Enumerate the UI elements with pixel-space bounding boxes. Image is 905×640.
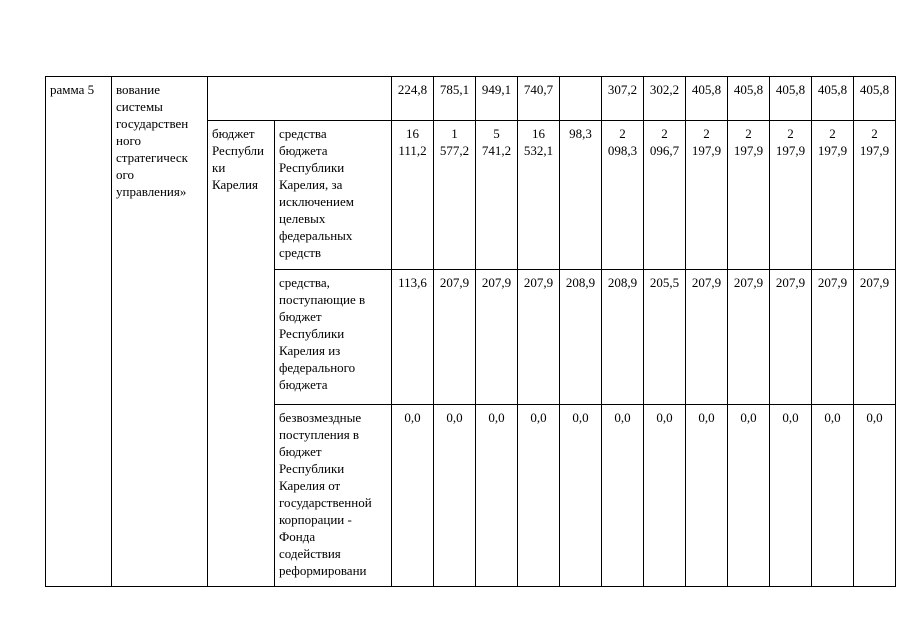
value-cell: 207,9 <box>854 270 896 405</box>
value-cell: 0,0 <box>518 405 560 587</box>
budget-table <box>45 76 896 587</box>
value-cell: 405,8 <box>728 77 770 121</box>
row-label-cell: средства бюджета Республики Карелия, за исключением целевых федеральных средств <box>275 121 392 270</box>
value-cell: 207,9 <box>770 270 812 405</box>
value-cell: 0,0 <box>812 405 854 587</box>
program-title-cell: вование системы государствен ного стратегическ ого управления» <box>112 77 208 587</box>
value-cell: 0,0 <box>686 405 728 587</box>
value-cell: 208,9 <box>602 270 644 405</box>
value-cell: 785,1 <box>434 77 476 121</box>
value-cell: 98,3 <box>560 121 602 270</box>
value-cell: 16 532,1 <box>518 121 560 270</box>
program-number-cell: рамма 5 <box>46 77 112 587</box>
value-cell: 207,9 <box>728 270 770 405</box>
value-cell: 0,0 <box>434 405 476 587</box>
value-cell: 0,0 <box>476 405 518 587</box>
value-cell: 207,9 <box>476 270 518 405</box>
value-cell: 2 197,9 <box>770 121 812 270</box>
value-cell: 207,9 <box>686 270 728 405</box>
value-cell: 113,6 <box>392 270 434 405</box>
row-label-cell: средства, поступающие в бюджет Республики Карелия из федерального бюджета <box>275 270 392 405</box>
value-cell: 2 197,9 <box>728 121 770 270</box>
value-cell: 405,8 <box>812 77 854 121</box>
value-cell: 0,0 <box>728 405 770 587</box>
value-cell: 208,9 <box>560 270 602 405</box>
table-row-total <box>46 77 896 121</box>
value-cell: 1 577,2 <box>434 121 476 270</box>
source-group-cell: бюджет Республи ки Карелия <box>208 121 275 587</box>
value-cell: 0,0 <box>560 405 602 587</box>
row-label-cell: безвозмездные поступления в бюджет Республики Карелия от государственной корпорации - Фонда содействия реформировани <box>275 405 392 587</box>
value-cell: 949,1 <box>476 77 518 121</box>
value-cell: 405,8 <box>770 77 812 121</box>
value-cell: 0,0 <box>392 405 434 587</box>
value-cell: 2 197,9 <box>812 121 854 270</box>
value-cell: 2 098,3 <box>602 121 644 270</box>
empty-source-cell <box>208 77 392 121</box>
value-cell: 2 096,7 <box>644 121 686 270</box>
value-cell <box>560 77 602 121</box>
value-cell: 0,0 <box>770 405 812 587</box>
value-cell: 307,2 <box>602 77 644 121</box>
value-cell: 405,8 <box>854 77 896 121</box>
value-cell: 2 197,9 <box>686 121 728 270</box>
value-cell: 16 111,2 <box>392 121 434 270</box>
value-cell: 205,5 <box>644 270 686 405</box>
value-cell: 207,9 <box>812 270 854 405</box>
value-cell: 0,0 <box>854 405 896 587</box>
value-cell: 740,7 <box>518 77 560 121</box>
value-cell: 2 197,9 <box>854 121 896 270</box>
value-cell: 0,0 <box>602 405 644 587</box>
value-cell: 0,0 <box>644 405 686 587</box>
value-cell: 405,8 <box>686 77 728 121</box>
value-cell: 302,2 <box>644 77 686 121</box>
value-cell: 224,8 <box>392 77 434 121</box>
value-cell: 207,9 <box>518 270 560 405</box>
value-cell: 5 741,2 <box>476 121 518 270</box>
value-cell: 207,9 <box>434 270 476 405</box>
